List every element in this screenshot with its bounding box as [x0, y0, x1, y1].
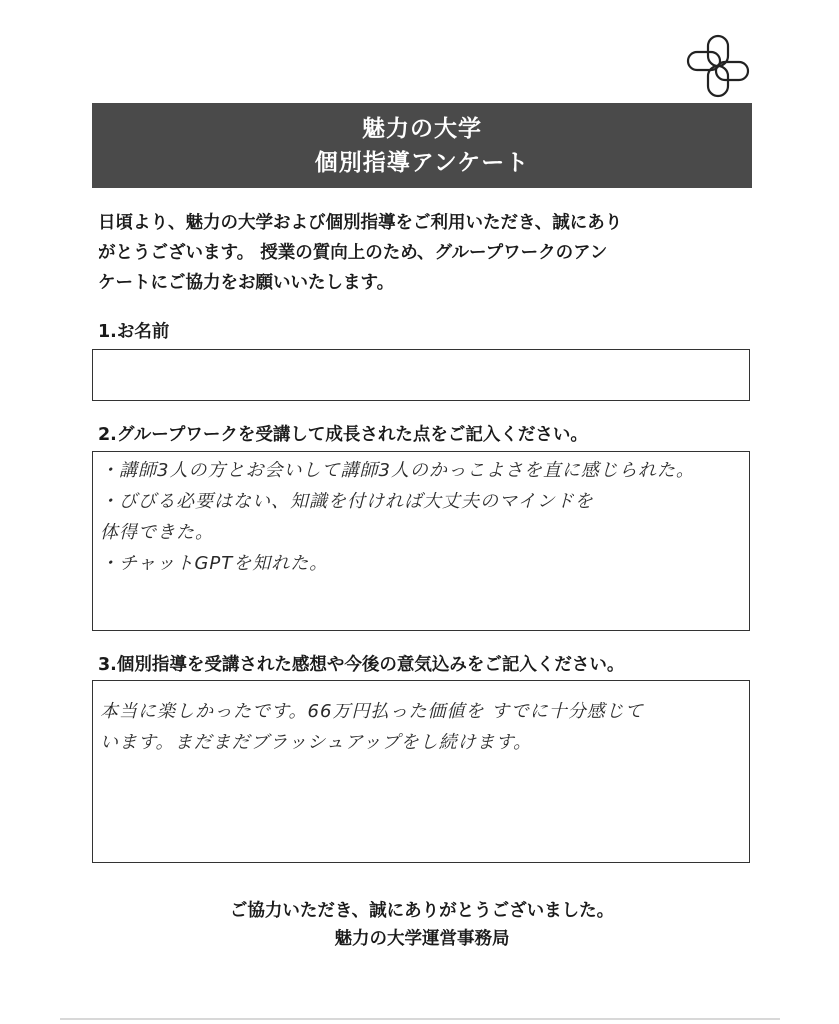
scan-edge-line [60, 1018, 780, 1020]
title-line-1: 魅力の大学 [362, 115, 482, 142]
intro-line-3: ケートにご協力をお願いいたします。 [98, 273, 395, 293]
question-3-label: 3.個別指導を受講された感想や今後の意気込みをご記入ください。 [98, 655, 625, 675]
footer-office: 魅力の大学運営事務局 [334, 929, 510, 949]
question-2-answer-text [100, 455, 740, 579]
answer-line: ・講師3人の方とお会いして講師3人のかっこよさを直に感じられた。 [100, 460, 695, 481]
intro-text [98, 208, 758, 298]
clover-logo-icon [686, 34, 752, 98]
title-line-2: 個別指導アンケート [314, 149, 530, 176]
answer-line: 本当に楽しかったです。66万円払った価値を すでに十分感じて [100, 701, 644, 722]
answer-line: ・チャットGPTを知れた。 [100, 553, 329, 574]
answer-line: ・びびる必要はない、知識を付ければ大丈夫のマインドを [100, 491, 594, 512]
answer-line: います。まだまだブラッシュアップをし続けます。 [100, 732, 533, 753]
intro-line-2: がとうございます。 授業の質向上のため、グループワークのアン [98, 243, 608, 263]
name-answer-field[interactable] [92, 349, 750, 401]
question-1-label: 1.お名前 [98, 322, 170, 342]
footer-thanks: ご協力いただき、誠にありがとうございました。 [229, 901, 615, 921]
answer-line: 体得できた。 [100, 522, 214, 543]
survey-title-banner [92, 103, 752, 188]
question-3-answer-text [100, 696, 740, 758]
question-2-label: 2.グループワークを受講して成長された点をご記入ください。 [98, 425, 588, 445]
intro-line-1: 日頃より、魅力の大学および個別指導をご利用いただき、誠にあり [98, 213, 623, 233]
footer [92, 897, 752, 953]
